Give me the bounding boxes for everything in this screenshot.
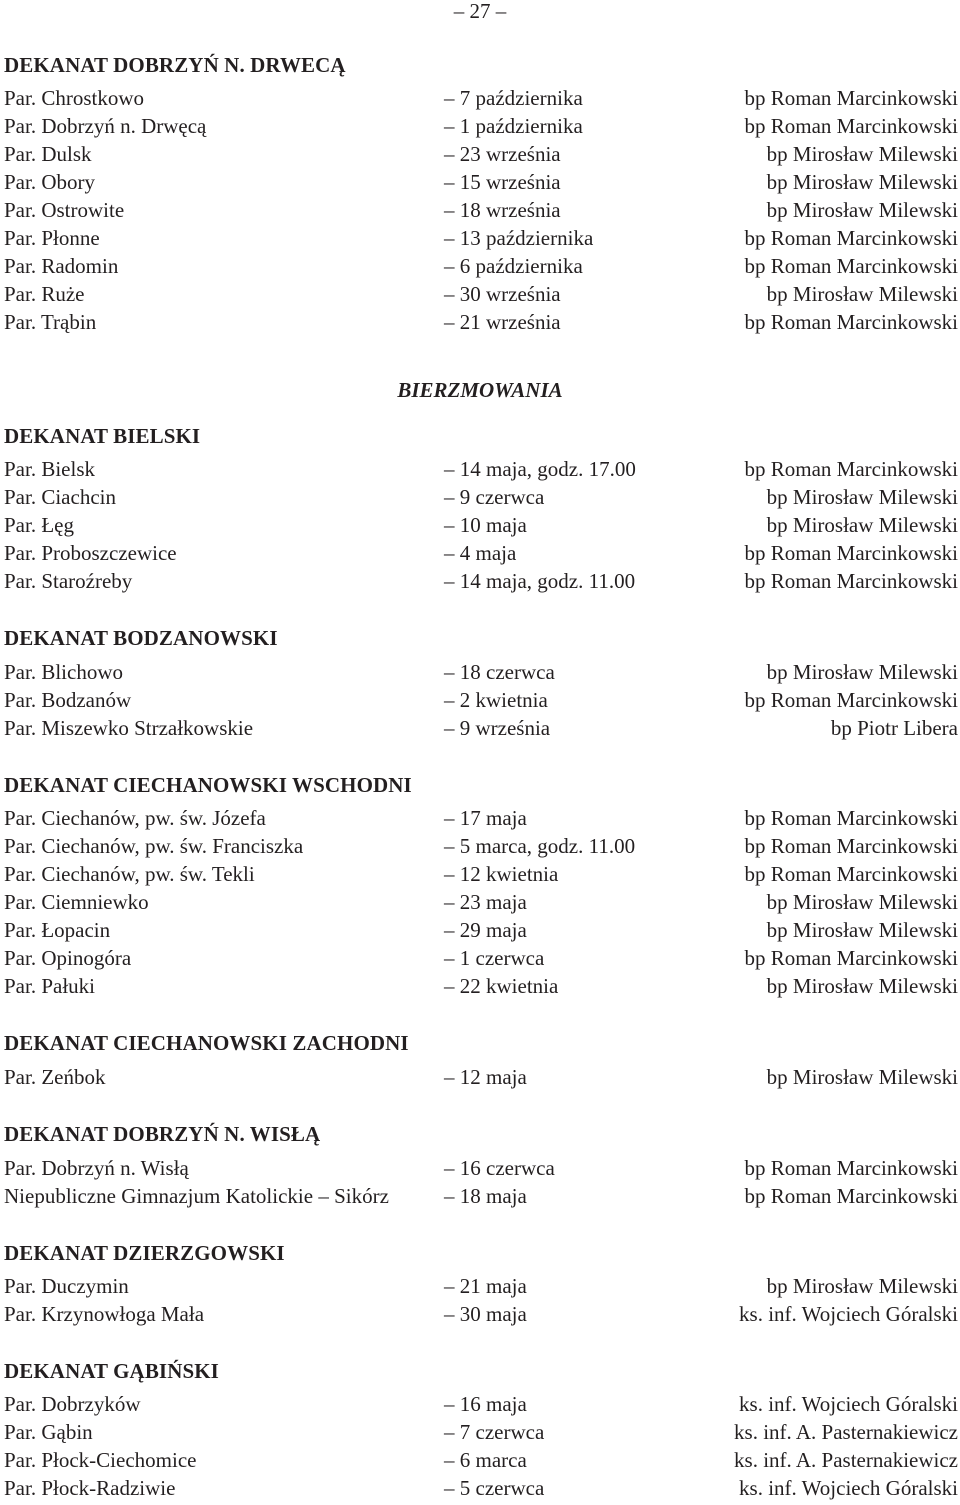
parish-name: Par. Bielsk bbox=[4, 457, 96, 481]
parish-name: Par. Bodzanów bbox=[4, 688, 132, 712]
schedule-row bbox=[0, 483, 960, 511]
parish-name: Par. Ciechanów, pw. św. Józefa bbox=[4, 806, 266, 830]
confirmation-date: – 12 kwietnia bbox=[444, 862, 559, 886]
schedule-row bbox=[0, 1446, 960, 1474]
celebrant-name: bp Roman Marcinkowski bbox=[744, 310, 958, 334]
schedule-row bbox=[0, 84, 960, 112]
confirmation-date: – 21 maja bbox=[444, 1274, 527, 1298]
schedule-row bbox=[0, 804, 960, 832]
celebrant-name: ks. inf. Wojciech Góralski bbox=[739, 1302, 958, 1326]
celebrant-name: bp Mirosław Milewski bbox=[766, 1065, 958, 1089]
parish-name: Par. Pałuki bbox=[4, 974, 96, 998]
schedule-row bbox=[0, 832, 960, 860]
schedule-row bbox=[0, 1474, 960, 1502]
schedule-row bbox=[0, 567, 960, 595]
parish-name: Par. Obory bbox=[4, 170, 95, 194]
parish-name: Par. Ciechanów, pw. św. Tekli bbox=[4, 862, 255, 886]
deanery-heading: DEKANAT DOBRZYŃ N. DRWECĄ bbox=[4, 53, 346, 77]
parish-name: Par. Ciachcin bbox=[4, 485, 116, 509]
confirmation-date: – 18 września bbox=[444, 198, 561, 222]
confirmation-date: – 14 maja, godz. 11.00 bbox=[444, 569, 636, 593]
celebrant-name: bp Piotr Libera bbox=[830, 716, 958, 740]
confirmation-date: – 17 maja bbox=[444, 806, 527, 830]
deanery-heading: DEKANAT BIELSKI bbox=[4, 424, 201, 448]
confirmation-date: – 6 października bbox=[444, 254, 583, 278]
schedule-row bbox=[0, 308, 960, 336]
celebrant-name: bp Roman Marcinkowski bbox=[744, 569, 958, 593]
celebrant-name: bp Mirosław Milewski bbox=[766, 282, 958, 306]
celebrant-name: bp Roman Marcinkowski bbox=[744, 226, 958, 250]
confirmation-date: – 16 czerwca bbox=[444, 1156, 555, 1180]
parish-name: Par. Radomin bbox=[4, 254, 119, 278]
deanery-heading: DEKANAT DOBRZYŃ N. WISŁĄ bbox=[4, 1122, 321, 1146]
parish-name: Par. Proboszczewice bbox=[4, 541, 177, 565]
confirmation-date: – 29 maja bbox=[444, 918, 527, 942]
schedule-row bbox=[0, 944, 960, 972]
parish-name: Par. Krzynowłoga Mała bbox=[4, 1302, 205, 1326]
schedule-row bbox=[0, 1272, 960, 1300]
schedule-row bbox=[0, 972, 960, 1000]
celebrant-name: bp Mirosław Milewski bbox=[766, 513, 958, 537]
celebrant-name: bp Roman Marcinkowski bbox=[744, 457, 958, 481]
parish-name: Par. Łęg bbox=[4, 513, 74, 537]
schedule-row bbox=[0, 140, 960, 168]
celebrant-name: bp Roman Marcinkowski bbox=[744, 862, 958, 886]
celebrant-name: bp Roman Marcinkowski bbox=[744, 114, 958, 138]
deanery-heading: DEKANAT GĄBIŃSKI bbox=[4, 1359, 219, 1383]
confirmation-date: – 23 września bbox=[444, 142, 561, 166]
parish-name: Par. Łopacin bbox=[4, 918, 111, 942]
schedule-row bbox=[0, 658, 960, 686]
deanery-heading: DEKANAT DZIERZGOWSKI bbox=[4, 1241, 285, 1265]
parish-name: Par. Płock-Radziwie bbox=[4, 1476, 176, 1500]
parish-name: Par. Dobrzyków bbox=[4, 1392, 141, 1416]
schedule-row bbox=[0, 686, 960, 714]
schedule-row bbox=[0, 511, 960, 539]
celebrant-name: bp Roman Marcinkowski bbox=[744, 541, 958, 565]
celebrant-name: bp Roman Marcinkowski bbox=[744, 1184, 958, 1208]
schedule-row bbox=[0, 112, 960, 140]
celebrant-name: bp Mirosław Milewski bbox=[766, 198, 958, 222]
celebrant-name: ks. inf. Wojciech Góralski bbox=[739, 1392, 958, 1416]
celebrant-name: bp Roman Marcinkowski bbox=[744, 86, 958, 110]
schedule-row bbox=[0, 539, 960, 567]
parish-name: Par. Staroźreby bbox=[4, 569, 133, 593]
confirmation-date: – 18 czerwca bbox=[444, 660, 555, 684]
confirmation-date: – 15 września bbox=[444, 170, 561, 194]
confirmation-date: – 23 maja bbox=[444, 890, 527, 914]
celebrant-name: bp Mirosław Milewski bbox=[766, 485, 958, 509]
celebrant-name: bp Mirosław Milewski bbox=[766, 1274, 958, 1298]
parish-name: Par. Duczymin bbox=[4, 1274, 129, 1298]
schedule-row bbox=[0, 860, 960, 888]
celebrant-name: bp Mirosław Milewski bbox=[766, 974, 958, 998]
parish-name: Par. Ciechanów, pw. św. Franciszka bbox=[4, 834, 304, 858]
celebrant-name: bp Roman Marcinkowski bbox=[744, 806, 958, 830]
confirmation-date: – 12 maja bbox=[444, 1065, 527, 1089]
schedule-row bbox=[0, 1300, 960, 1328]
deanery-heading: DEKANAT CIECHANOWSKI WSCHODNI bbox=[4, 773, 412, 797]
confirmation-date: – 10 maja bbox=[444, 513, 527, 537]
schedule-row bbox=[0, 252, 960, 280]
schedule-row bbox=[0, 196, 960, 224]
confirmation-date: – 1 października bbox=[444, 114, 583, 138]
parish-name: Par. Trąbin bbox=[4, 310, 97, 334]
parish-name: Par. Ciemniewko bbox=[4, 890, 149, 914]
schedule-row bbox=[0, 1063, 960, 1091]
parish-name: Par. Ostrowite bbox=[4, 198, 125, 222]
schedule-row bbox=[0, 455, 960, 483]
confirmation-date: – 4 maja bbox=[444, 541, 517, 565]
confirmation-date: – 6 marca bbox=[444, 1448, 527, 1472]
celebrant-name: bp Mirosław Milewski bbox=[766, 660, 958, 684]
confirmation-date: – 13 października bbox=[444, 226, 594, 250]
schedule-row bbox=[0, 1418, 960, 1446]
confirmation-date: – 2 kwietnia bbox=[444, 688, 548, 712]
schedule-row bbox=[0, 714, 960, 742]
confirmation-date: – 7 czerwca bbox=[444, 1420, 545, 1444]
celebrant-name: bp Roman Marcinkowski bbox=[744, 946, 958, 970]
celebrant-name: bp Mirosław Milewski bbox=[766, 918, 958, 942]
celebrant-name: bp Mirosław Milewski bbox=[766, 142, 958, 166]
confirmation-date: – 30 maja bbox=[444, 1302, 527, 1326]
confirmation-date: – 5 czerwca bbox=[444, 1476, 545, 1500]
confirmation-date: – 18 maja bbox=[444, 1184, 527, 1208]
parish-name: Par. Opinogóra bbox=[4, 946, 132, 970]
confirmation-date: – 1 czerwca bbox=[444, 946, 545, 970]
confirmation-date: – 9 czerwca bbox=[444, 485, 545, 509]
confirmation-date: – 21 września bbox=[444, 310, 561, 334]
celebrant-name: bp Roman Marcinkowski bbox=[744, 834, 958, 858]
celebrant-name: bp Roman Marcinkowski bbox=[744, 254, 958, 278]
schedule-row bbox=[0, 280, 960, 308]
deanery-heading: DEKANAT CIECHANOWSKI ZACHODNI bbox=[4, 1031, 409, 1055]
parish-name: Par. Ruże bbox=[4, 282, 85, 306]
confirmation-date: – 14 maja, godz. 17.00 bbox=[444, 457, 636, 481]
celebrant-name: bp Mirosław Milewski bbox=[766, 890, 958, 914]
celebrant-name: bp Roman Marcinkowski bbox=[744, 1156, 958, 1180]
schedule-row bbox=[0, 888, 960, 916]
parish-name: Par. Blichowo bbox=[4, 660, 123, 684]
schedule-row bbox=[0, 1182, 960, 1210]
section-title: BIERZMOWANIA bbox=[397, 378, 563, 402]
parish-name: Par. Płonne bbox=[4, 226, 100, 250]
confirmation-date: – 16 maja bbox=[444, 1392, 527, 1416]
schedule-row bbox=[0, 224, 960, 252]
confirmation-date: – 9 września bbox=[444, 716, 551, 740]
schedule-row bbox=[0, 916, 960, 944]
parish-name: Niepubliczne Gimnazjum Katolickie – Sikórz bbox=[4, 1184, 389, 1208]
parish-name: Par. Dobrzyń n. Drwęcą bbox=[4, 114, 207, 138]
confirmation-date: – 5 marca, godz. 11.00 bbox=[444, 834, 636, 858]
parish-name: Par. Dulsk bbox=[4, 142, 92, 166]
schedule-row bbox=[0, 1390, 960, 1418]
schedule-row bbox=[0, 168, 960, 196]
confirmation-date: – 30 września bbox=[444, 282, 561, 306]
confirmation-date: – 22 kwietnia bbox=[444, 974, 559, 998]
parish-name: Par. Dobrzyń n. Wisłą bbox=[4, 1156, 189, 1180]
page-number: – 27 – bbox=[453, 0, 507, 23]
parish-name: Par. Chrostkowo bbox=[4, 86, 145, 110]
celebrant-name: ks. inf. A. Pasternakiewicz bbox=[734, 1448, 958, 1472]
schedule-row bbox=[0, 1154, 960, 1182]
parish-name: Par. Zeńbok bbox=[4, 1065, 106, 1089]
celebrant-name: bp Roman Marcinkowski bbox=[744, 688, 958, 712]
deanery-heading: DEKANAT BODZANOWSKI bbox=[4, 626, 278, 650]
parish-name: Par. Płock-Ciechomice bbox=[4, 1448, 197, 1472]
confirmation-date: – 7 października bbox=[444, 86, 583, 110]
parish-name: Par. Gąbin bbox=[4, 1420, 93, 1444]
celebrant-name: ks. inf. Wojciech Góralski bbox=[739, 1476, 958, 1500]
celebrant-name: ks. inf. A. Pasternakiewicz bbox=[734, 1420, 958, 1444]
celebrant-name: bp Mirosław Milewski bbox=[766, 170, 958, 194]
parish-name: Par. Miszewko Strzałkowskie bbox=[4, 716, 254, 740]
